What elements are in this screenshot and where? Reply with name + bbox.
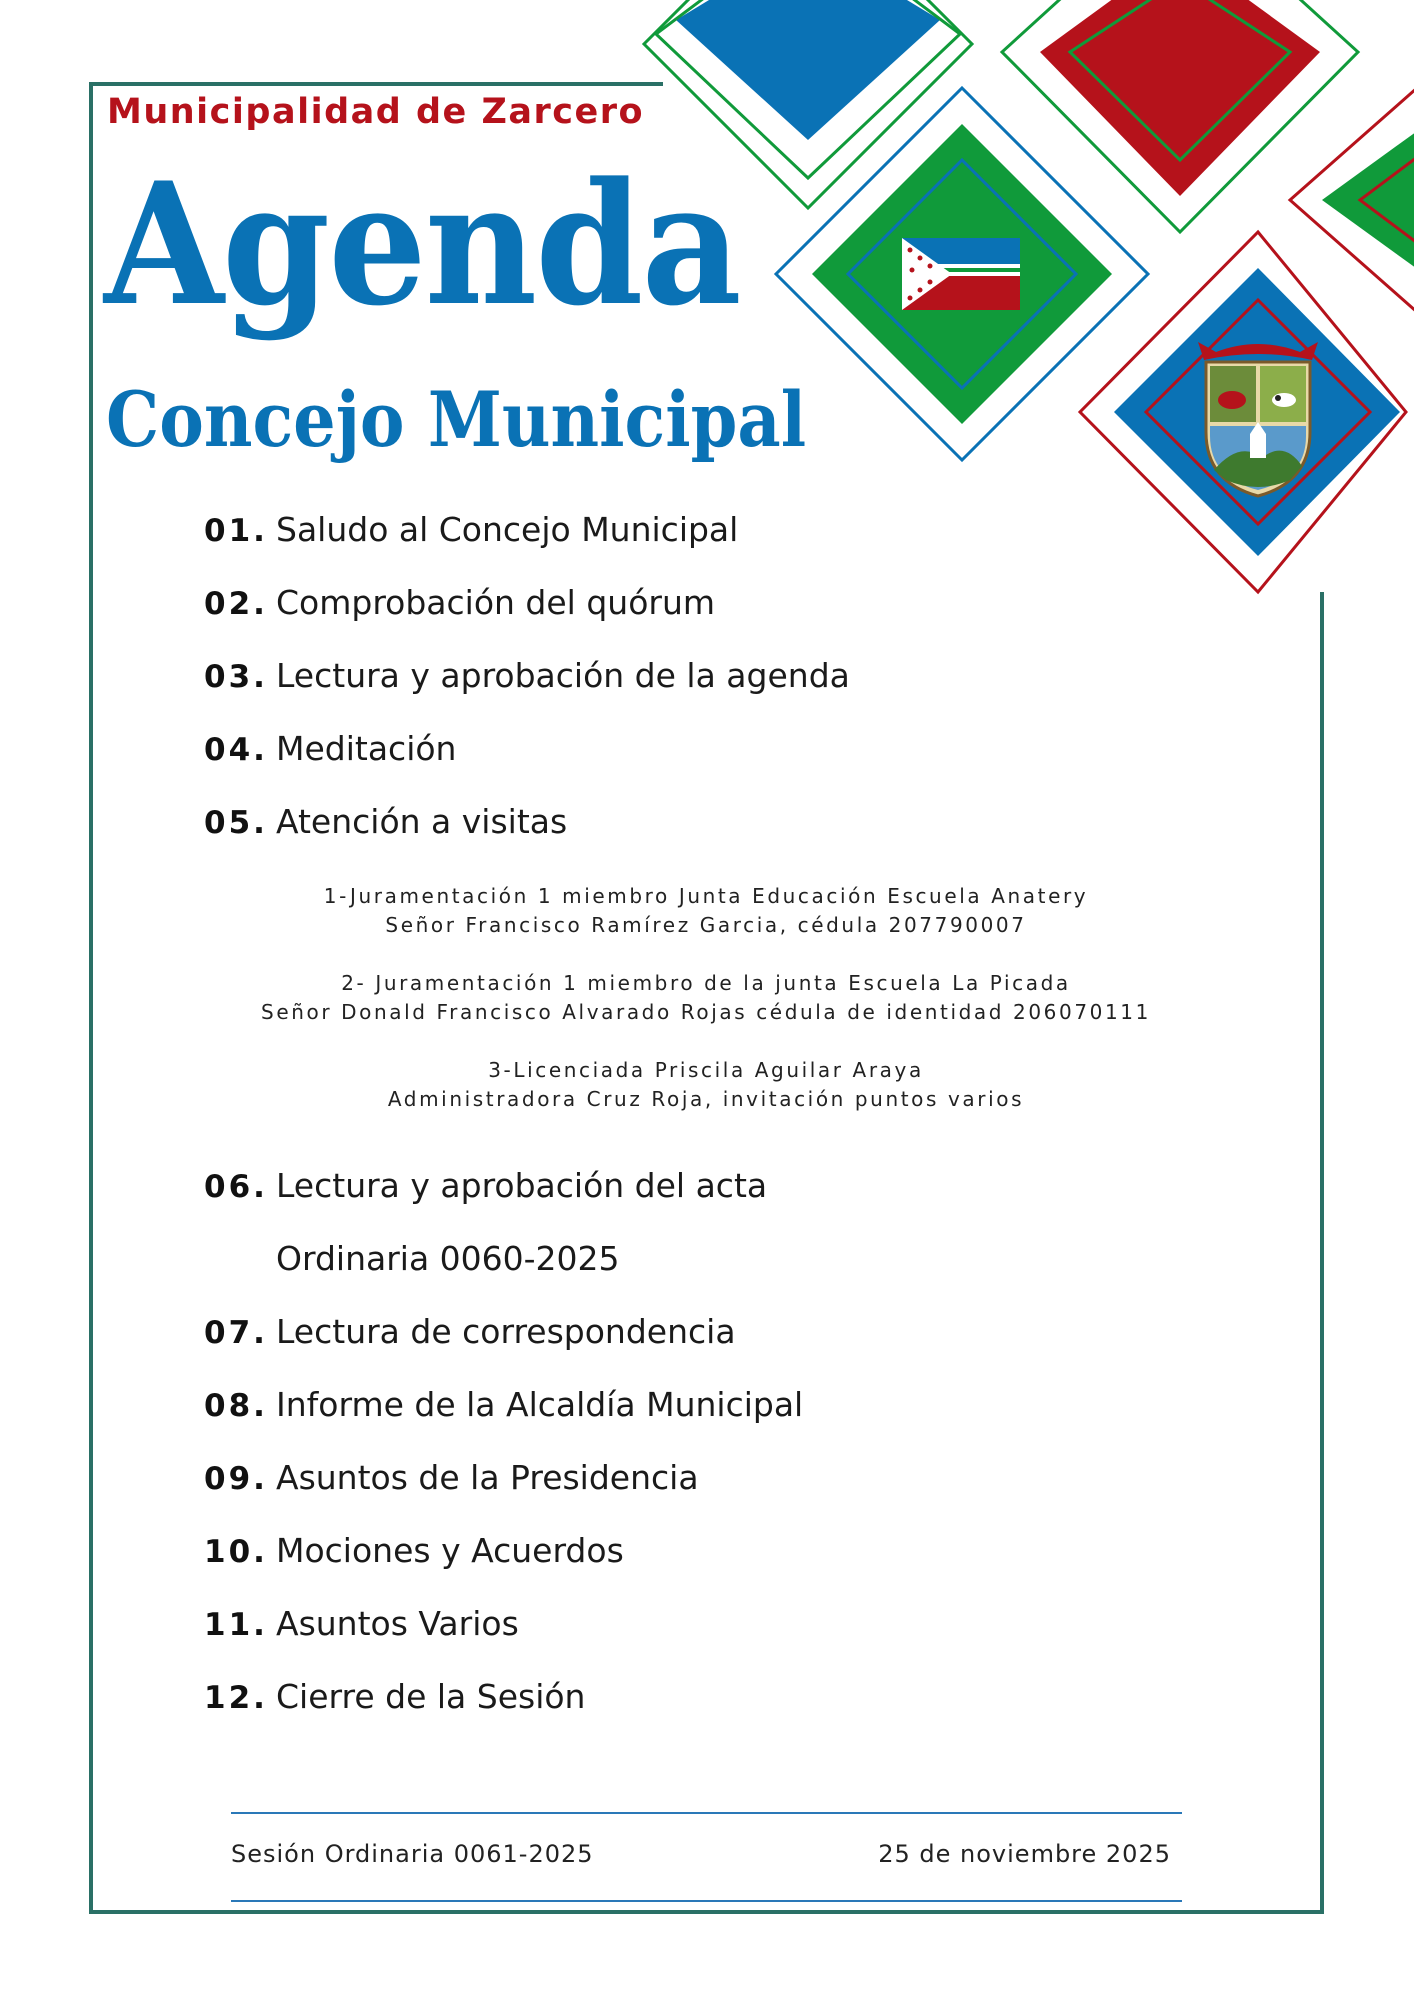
agenda-item-text: Asuntos de la Presidencia	[276, 1458, 699, 1497]
visit-entry	[180, 969, 1232, 1027]
frame-bottom-border	[89, 1910, 1324, 1914]
footer-divider-top	[231, 1812, 1182, 1814]
agenda-item	[204, 510, 738, 549]
zarcero-flag-icon	[902, 238, 1020, 310]
agenda-item	[204, 1385, 803, 1424]
agenda-item-number: 10.	[204, 1534, 268, 1570]
visit-detail: Señor Francisco Ramírez Garcia, cédula 207790007	[385, 913, 1027, 937]
agenda-item-number: 12.	[204, 1680, 268, 1716]
agenda-item-text: Mociones y Acuerdos	[276, 1531, 624, 1570]
visit-title: 2- Juramentación 1 miembro de la junta Escuela La Picada	[341, 971, 1071, 995]
agenda-item-number: 04.	[204, 732, 268, 768]
agenda-item	[204, 656, 850, 695]
visits-list	[180, 882, 1232, 1143]
visit-entry	[180, 882, 1232, 940]
agenda-item-number: 06.	[204, 1169, 268, 1205]
agenda-item-number: 01.	[204, 513, 268, 549]
frame-right-border	[1320, 592, 1324, 1914]
agenda-item-text: Atención a visitas	[276, 802, 568, 841]
agenda-item-text: Lectura y aprobación de la agenda	[276, 656, 850, 695]
agenda-item-text: Informe de la Alcaldía Municipal	[276, 1385, 804, 1424]
agenda-item-number: 07.	[204, 1315, 268, 1351]
agenda-item-number: 05.	[204, 805, 268, 841]
agenda-item	[204, 1604, 519, 1643]
visit-detail: Señor Donald Francisco Alvarado Rojas cédula de identidad 206070111	[261, 1000, 1151, 1024]
visit-title: 3-Licenciada Priscila Aguilar Araya	[488, 1058, 924, 1082]
agenda-item-text: Comprobación del quórum	[276, 583, 716, 622]
visit-title: 1-Juramentación 1 miembro Junta Educación Escuela Anatery	[323, 884, 1089, 908]
agenda-item	[204, 1166, 767, 1205]
agenda-item	[204, 802, 567, 841]
page-subtitle: Concejo Municipal	[106, 375, 807, 464]
session-date: 25 de noviembre 2025	[878, 1840, 1171, 1868]
organization-name: Municipalidad de Zarcero	[107, 92, 645, 132]
agenda-item-text: Meditación	[276, 729, 457, 768]
agenda-item	[204, 729, 456, 768]
agenda-item	[204, 583, 715, 622]
agenda-item	[204, 1458, 699, 1497]
visit-detail: Administradora Cruz Roja, invitación puntos varios	[387, 1087, 1025, 1111]
agenda-item-number: 03.	[204, 659, 268, 695]
session-label: Sesión Ordinaria 0061-2025	[231, 1840, 594, 1868]
agenda-item	[204, 1312, 736, 1351]
agenda-item-text: Asuntos Varios	[276, 1604, 519, 1643]
visit-entry	[180, 1056, 1232, 1114]
agenda-item-continuation: Ordinaria 0060-2025	[276, 1239, 620, 1278]
agenda-item-number: 08.	[204, 1388, 268, 1424]
agenda-item-number: 11.	[204, 1607, 268, 1643]
agenda-item-number: 02.	[204, 586, 268, 622]
page-title: Agenda	[104, 145, 740, 343]
agenda-item-text: Saludo al Concejo Municipal	[276, 510, 739, 549]
agenda-item-text: Cierre de la Sesión	[276, 1677, 586, 1716]
agenda-item-text: Lectura y aprobación del acta	[276, 1166, 768, 1205]
agenda-item-text: Lectura de correspondencia	[276, 1312, 736, 1351]
agenda-item	[204, 1677, 585, 1716]
agenda-item	[204, 1531, 624, 1570]
footer-divider-bottom	[231, 1900, 1182, 1902]
agenda-item-number: 09.	[204, 1461, 268, 1497]
